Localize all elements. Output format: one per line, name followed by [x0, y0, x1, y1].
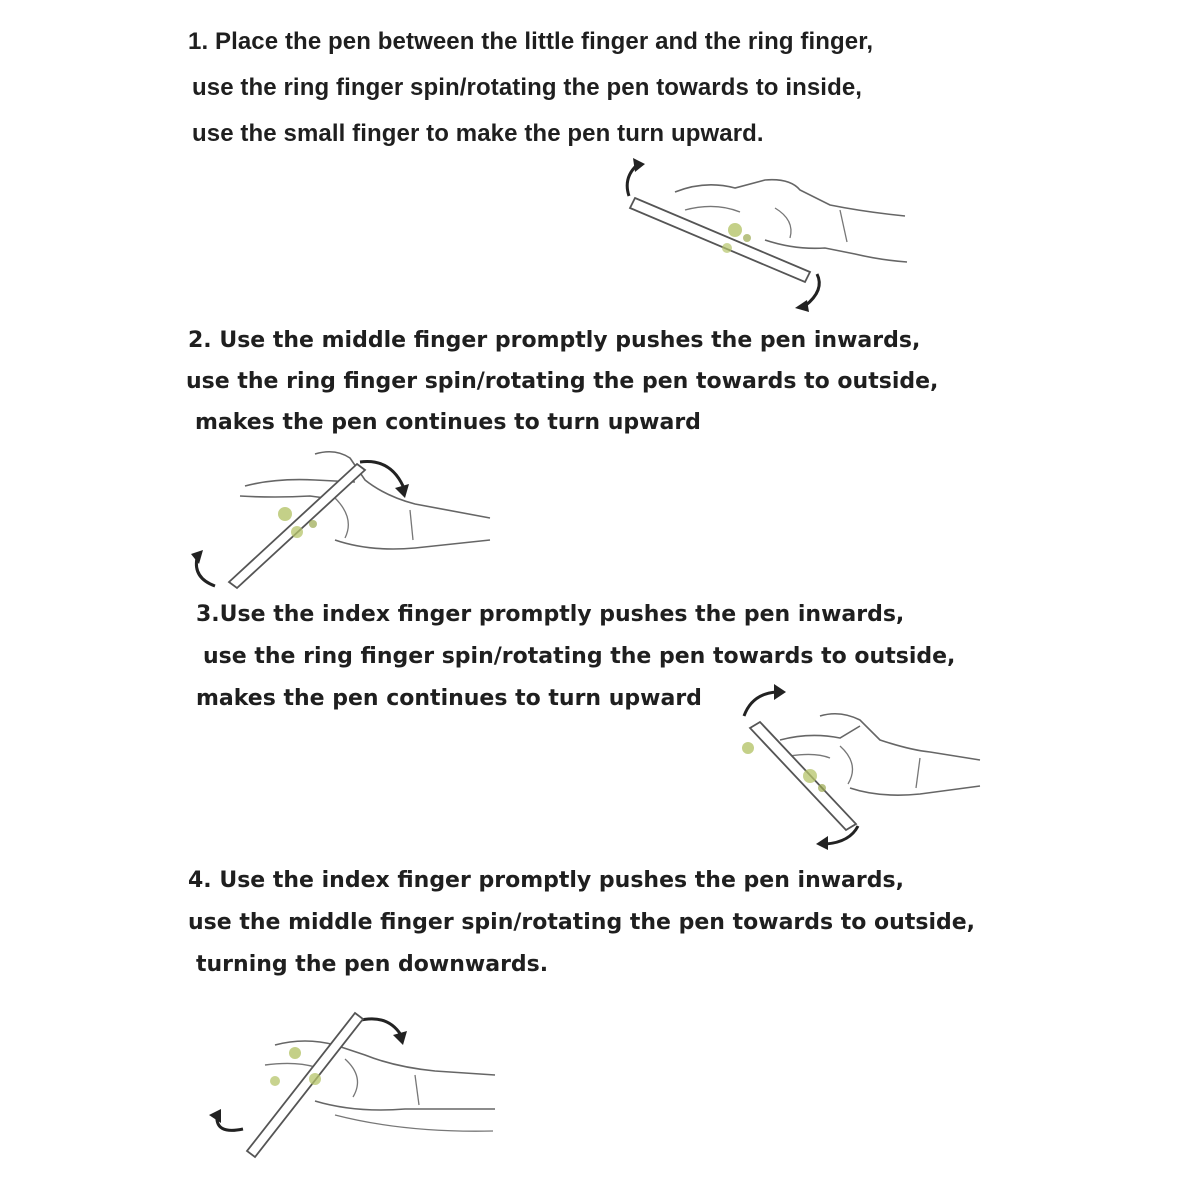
arrowhead-icon	[395, 484, 409, 498]
step-2-hand-illustration	[185, 440, 505, 595]
rotate-arrow-icon	[826, 826, 858, 844]
arrowhead-icon	[795, 300, 809, 312]
step-4-hand-illustration	[205, 1005, 500, 1165]
step-1-instructions	[188, 30, 948, 150]
rotate-arrow-icon	[360, 462, 403, 487]
hand-outline	[275, 1041, 495, 1075]
rotate-arrow-icon	[744, 692, 776, 716]
step-2-line-3: makes the pen continues to turn upward	[195, 410, 701, 435]
step-2-instructions	[188, 330, 988, 440]
step-2-line-1: 2. Use the middle finger promptly pushes the pen inwards,	[188, 328, 921, 353]
pen-shape	[247, 1013, 363, 1157]
step-4-instructions	[188, 870, 1008, 980]
arrowhead-icon	[774, 684, 786, 700]
step-2-hand-svg	[185, 440, 505, 595]
rotate-arrow-icon	[357, 1019, 401, 1035]
step-3-hand-svg	[730, 680, 990, 850]
arrowhead-icon	[393, 1031, 407, 1045]
step-3-line-1: 3.Use the index finger promptly pushes the pen inwards,	[196, 602, 905, 627]
arrowhead-icon	[633, 158, 645, 172]
step-4-hand-svg	[205, 1005, 500, 1165]
step-1-line-2: use the ring finger spin/rotating the pen towards to inside,	[192, 74, 863, 101]
step-4-line-2: use the middle finger spin/rotating the pen towards to outside,	[188, 910, 976, 935]
step-4-line-3: turning the pen downwards.	[196, 952, 549, 977]
step-1-line-3: use the small finger to make the pen turn upward.	[192, 120, 764, 147]
pen-shape	[630, 198, 810, 282]
step-3-hand-illustration	[730, 680, 990, 850]
arrowhead-icon	[209, 1109, 221, 1123]
arrowhead-icon	[816, 836, 828, 850]
step-3-line-2: use the ring finger spin/rotating the pen towards to outside,	[203, 644, 956, 669]
step-2-line-2: use the ring finger spin/rotating the pen towards to outside,	[186, 369, 939, 394]
hand-outline	[780, 726, 860, 740]
step-1-hand-illustration	[615, 150, 915, 315]
step-4-line-1: 4. Use the index finger promptly pushes the pen inwards,	[188, 868, 904, 893]
step-3-line-3: makes the pen continues to turn upward	[196, 686, 702, 711]
step-1-line-1: 1. Place the pen between the little finger and the ring finger,	[188, 28, 874, 55]
step-1-hand-svg	[615, 150, 915, 315]
hand-outline	[675, 180, 905, 216]
